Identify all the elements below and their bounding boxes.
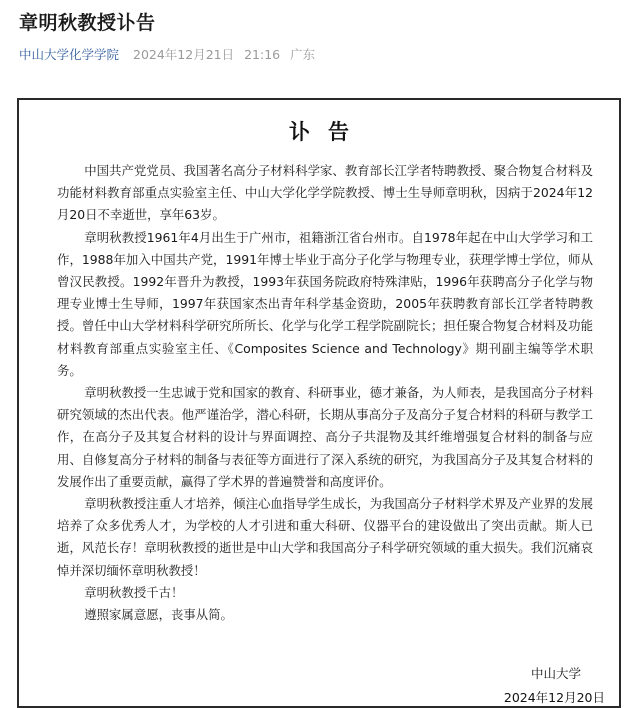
notice-paragraph: 遵照家属意愿，丧事从简。 <box>84 607 233 623</box>
notice-paragraph: 中国共产党党员、我国著名高分子材料科学家、教育部长江学者特聘教授、聚合物复合材料及功能材料教育部重点实验室主任、中山大学化学学院教授、博士生导师章明秋，因病于2024年12月20日不幸逝世，享年63岁。 <box>57 163 593 223</box>
article-meta <box>19 45 321 63</box>
publish-time: 21:16 <box>244 47 281 62</box>
notice-paragraph: 章明秋教授注重人才培养，倾注心血指导学生成长，为我国高分子材料学术界及产业界的发展培养了众多优秀人才，为学校的人才引进和重大科研、仪器平台的建设做出了突出贡献。斯人已逝，风范长存！章明秋教授的逝世是中山大学和我国高分子科学研究领域的重大损失。我们沉痛哀悼并深切缅怀章明秋教授！ <box>57 496 593 578</box>
notice-paragraph: 章明秋教授1961年4月出生于广州市，祖籍浙江省台州市。自1978年起在中山大学学习和工作，1988年加入中国共产党，1991年博士毕业于高分子化学与物理专业，获理学博士学位，师从曾汉民教授。1992年晋升为教授，1993年获国务院政府特殊津贴，1996年获聘高分子化学与物理专业博士生导师，1997年获国家杰出青年科学基金资助，2005年获聘教育部长江学者特聘教授。曾任中山大学材料科学研究所所长、化学与化学工程学院副院长；担任聚合物复合材料及功能材料教育部重点实验室主任、《Composites Science and Technology》期刊副主编等学术职务。 <box>57 229 593 378</box>
signature-organization: 中山大学 <box>530 666 581 681</box>
publish-location: 广东 <box>290 47 316 62</box>
notice-body <box>57 160 593 626</box>
article-title: 章明秋教授讣告 <box>19 12 156 34</box>
signature-date: 2024年12月20日 <box>503 690 605 705</box>
notice-paragraph: 章明秋教授一生忠诚于党和国家的教育、科研事业，德才兼备，为人师表，是我国高分子材料研究领域的杰出代表。他严谨治学，潜心科研，长期从事高分子及高分子复合材料的科研与教学工作，在高分子及其复合材料的设计与界面调控、高分子共混物及其纤维增强复合材料的制备与应用、自修复高分子材料的制备与表征等方面进行了深入系统的研究，为我国高分子及其复合材料的发展作出了重要贡献，赢得了学术界的普遍赞誉和高度评价。 <box>57 385 593 489</box>
notice-title: 讣告 <box>289 119 367 144</box>
obituary-notice-image[interactable] <box>17 98 621 708</box>
author-link[interactable]: 中山大学化学学院 <box>19 47 120 62</box>
publish-date: 2024年12月21日 <box>133 47 235 62</box>
notice-paragraph: 章明秋教授千古！ <box>84 584 184 600</box>
